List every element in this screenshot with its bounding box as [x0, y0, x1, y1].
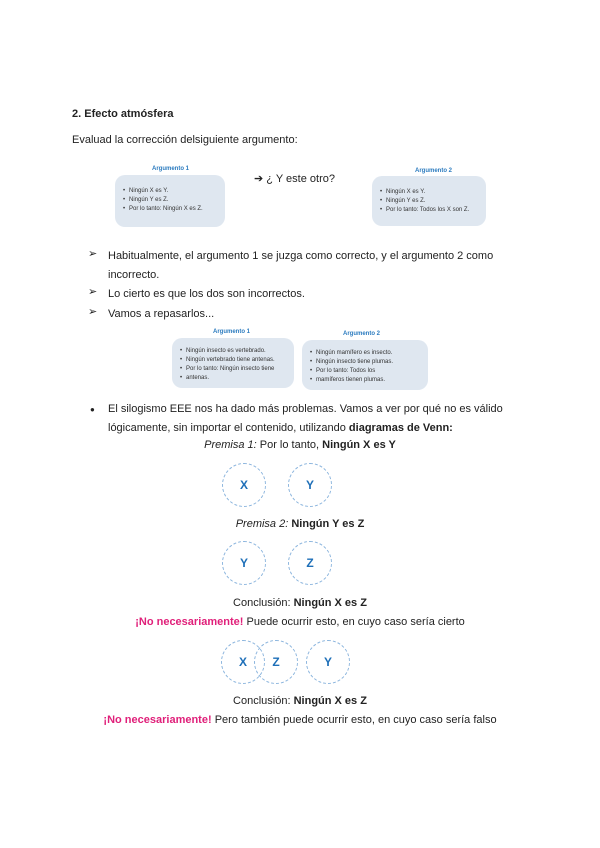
card3-title: Argumento 1: [213, 329, 251, 335]
intro-text: Evaluad la corrección delsiguiente argumento:: [72, 134, 298, 146]
premisa-1-text: Por lo tanto,: [256, 439, 323, 451]
case-1-line: [0, 616, 600, 628]
premisa-1-bold: Ningún X es Y: [322, 439, 396, 451]
argument-card-3: [172, 338, 294, 388]
list-item: • Ningún insecto tiene plumas.: [310, 358, 428, 367]
venn-circle-y: Y: [306, 640, 350, 684]
section-heading: 2. Efecto atmósfera: [72, 108, 174, 120]
arrow-question: ➔ ¿ Y este otro?: [254, 173, 335, 185]
premisa-2: [0, 518, 600, 530]
conclusion-label: Conclusión:: [233, 695, 294, 707]
silogismo-line-1: El silogismo EEE nos ha dado más problemas. Vamos a ver por qué no es válido: [108, 403, 503, 415]
case-1-text: Puede ocurrir esto, en cuyo caso sería cierto: [243, 616, 465, 628]
venn-circle-x: X: [221, 640, 265, 684]
card2-title: Argumento 2: [415, 168, 453, 174]
premisa-2-label: Premisa 2:: [235, 518, 289, 530]
list-item: • Ningún vertebrado tiene antenas.: [180, 356, 294, 365]
venn-circle-z: Z: [288, 541, 332, 585]
conclusion-bold: Ningún X es Z: [293, 597, 367, 609]
venn-bold: diagramas de Venn:: [348, 422, 453, 434]
list-item: • Ningún X es Y.: [380, 188, 486, 197]
premisa-2-bold: Ningún Y es Z: [291, 518, 365, 530]
list-item: • Ningún Y es Z.: [123, 196, 225, 205]
no-necesariamente: ¡No necesariamente!: [103, 714, 212, 726]
list-item: • Por lo tanto: Ningún insecto tiene: [180, 365, 294, 374]
no-necesariamente: ¡No necesariamente!: [135, 616, 244, 628]
card4-title: Argumento 2: [343, 331, 381, 337]
venn-circle-x: X: [222, 463, 266, 507]
list-item: • Ningún X es Y.: [123, 187, 225, 196]
venn-circle-y: Y: [288, 463, 332, 507]
bullet-text-2: Lo cierto es que los dos son incorrectos.: [108, 288, 305, 300]
list-item: • Ningún insecto es vertebrado.: [180, 347, 294, 356]
bullet-text-1-cont: incorrecto.: [108, 269, 160, 281]
premisa-1-label: Premisa 1:: [204, 439, 257, 451]
list-item-cont: • antenas.: [180, 374, 294, 383]
arrow-bullet-icon: ➢: [88, 306, 98, 318]
card1-title: Argumento 1: [152, 166, 190, 172]
list-item: • Ningún mamífero es insecto.: [310, 349, 428, 358]
list-item-cont: • mamíferos tienen plumas.: [310, 376, 428, 385]
dot-bullet-icon: ●: [90, 405, 95, 414]
list-item: • Por lo tanto: Todos los X son Z.: [380, 206, 486, 215]
silogismo-line-2-text: lógicamente, sin importar el contenido, utilizando: [108, 422, 349, 434]
bullet-text-1: Habitualmente, el argumento 1 se juzga como correcto, y el argumento 2 como: [108, 250, 494, 262]
arrow-bullet-icon: ➢: [88, 286, 98, 298]
bullet-text-3: Vamos a repasarlos...: [108, 308, 215, 320]
conclusion-label: Conclusión:: [233, 597, 294, 609]
case-2-line: [0, 714, 600, 726]
premisa-1: [0, 439, 600, 451]
argument-card-1: [115, 175, 225, 227]
conclusion-bold: Ningún X es Z: [293, 695, 367, 707]
case-2-text: Pero también puede ocurrir esto, en cuyo caso sería falso: [211, 714, 497, 726]
list-item: • Por lo tanto: Todos los: [310, 367, 428, 376]
silogismo-line-2: [108, 419, 453, 438]
list-item: • Ningún Y es Z.: [380, 197, 486, 206]
conclusion-1: [0, 597, 600, 609]
list-item: • Por lo tanto: Ningún X es Z.: [123, 205, 225, 214]
venn-circle-y: Y: [222, 541, 266, 585]
argument-card-4: [302, 340, 428, 390]
argument-card-2: [372, 176, 486, 226]
conclusion-2: [0, 695, 600, 707]
arrow-bullet-icon: ➢: [88, 248, 98, 260]
venn-circle-z: Z: [254, 640, 298, 684]
